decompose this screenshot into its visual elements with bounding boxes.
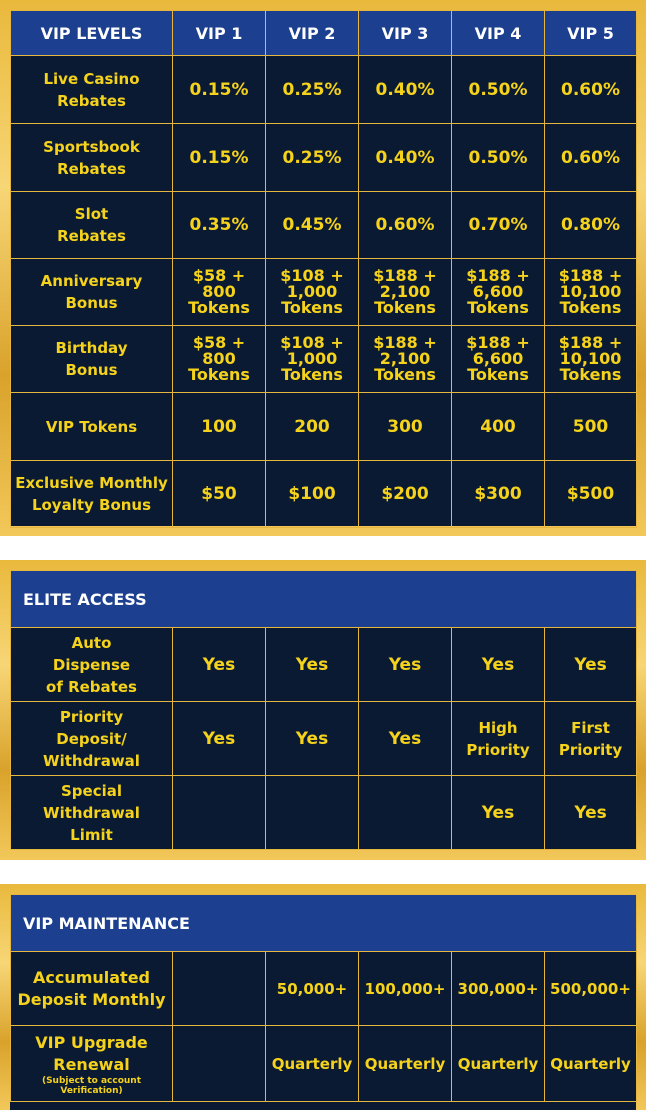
cell-token-value: $108 + 1,000 Tokens [266, 259, 359, 326]
row-label-vip-upgrade-renewal: VIP Upgrade Renewal (Subject to account Verification) [11, 1026, 173, 1102]
verification-note: (Subject to account Verification) [41, 1075, 142, 1096]
elite-access-table [10, 570, 637, 850]
table-row [11, 461, 637, 528]
cell-token-value: $188 + 10,100 Tokens [545, 259, 637, 326]
cell-value: $200 [359, 461, 452, 528]
vip-levels-table [10, 10, 637, 528]
cell-value: 500,000+ [545, 952, 637, 1026]
cell-value [359, 776, 452, 850]
header-vip-3: VIP 3 [359, 11, 452, 56]
cell-value: Quarterly [452, 1026, 545, 1102]
cell-value: Yes [452, 776, 545, 850]
cell-value: 500 [545, 393, 637, 461]
cell-value: 0.35% [173, 192, 266, 259]
header-vip-2: VIP 2 [266, 11, 359, 56]
cell-value: $50 [173, 461, 266, 528]
cell-value: 400 [452, 393, 545, 461]
header-vip-1: VIP 1 [173, 11, 266, 56]
cell-token-value: $58 + 800 Tokens [173, 259, 266, 326]
cell-value: $500 [545, 461, 637, 528]
section-title-vip-maintenance: VIP MAINTENANCE [11, 895, 637, 952]
table-row [11, 326, 637, 393]
cell-value: 300 [359, 393, 452, 461]
table-row [11, 1026, 637, 1102]
cell-token-value: $188 + 2,100 Tokens [359, 259, 452, 326]
cell-value: 0.25% [266, 56, 359, 124]
cell-value: Yes [173, 628, 266, 702]
cell-value: Yes [545, 776, 637, 850]
cell-value: Quarterly [266, 1026, 359, 1102]
cell-value: Yes [173, 702, 266, 776]
table-row [11, 393, 637, 461]
cell-value: 0.40% [359, 124, 452, 192]
cell-value: $100 [266, 461, 359, 528]
vip-maintenance-frame [10, 894, 636, 1110]
cell-value: 0.40% [359, 56, 452, 124]
cell-value: Yes [359, 702, 452, 776]
cell-value: 0.50% [452, 56, 545, 124]
cell-value: 100 [173, 393, 266, 461]
row-label-live-casino-rebates: Live Casino Rebates [11, 56, 173, 124]
cell-value: 0.15% [173, 124, 266, 192]
cell-value: 0.50% [452, 124, 545, 192]
cell-value: Yes [452, 628, 545, 702]
cell-value: 0.25% [266, 124, 359, 192]
elite-access-frame [10, 570, 636, 850]
cell-value: Yes [266, 628, 359, 702]
elite-access-panel [0, 560, 646, 860]
cell-value: 100,000+ [359, 952, 452, 1026]
cell-value: Quarterly [545, 1026, 637, 1102]
table-row [11, 56, 637, 124]
cell-value: Quarterly [359, 1026, 452, 1102]
row-label-priority-deposit-withdrawal: Priority Deposit/ Withdrawal [11, 702, 173, 776]
cell-token-value: $58 + 800 Tokens [173, 326, 266, 393]
cell-value: 200 [266, 393, 359, 461]
table-row [11, 259, 637, 326]
row-label-anniversary-bonus: Anniversary Bonus [11, 259, 173, 326]
cell-token-value: $188 + 6,600 Tokens [452, 326, 545, 393]
section-title-elite-access: ELITE ACCESS [11, 571, 637, 628]
cell-value: Yes [266, 702, 359, 776]
table-row [11, 776, 637, 850]
row-label-special-withdrawal-limit: Special Withdrawal Limit [11, 776, 173, 850]
cell-token-value: $188 + 2,100 Tokens [359, 326, 452, 393]
cell-value: 0.60% [545, 124, 637, 192]
row-label-exclusive-monthly-loyalty-bonus: Exclusive Monthly Loyalty Bonus [11, 461, 173, 528]
cell-token-value: $188 + 10,100 Tokens [545, 326, 637, 393]
table-row [11, 952, 637, 1026]
header-vip-4: VIP 4 [452, 11, 545, 56]
row-label-birthday-bonus: Birthday Bonus [11, 326, 173, 393]
row-label-vip-tokens: VIP Tokens [11, 393, 173, 461]
cell-token-value: $108 + 1,000 Tokens [266, 326, 359, 393]
cell-value: 0.70% [452, 192, 545, 259]
cell-value: 300,000+ [452, 952, 545, 1026]
vip-maintenance-panel [0, 884, 646, 1110]
table-row [11, 192, 637, 259]
vip-maintenance-table [10, 894, 637, 1102]
table-row [11, 702, 637, 776]
table-row [11, 628, 637, 702]
cell-value: First Priority [545, 702, 637, 776]
cell-value: 0.60% [545, 56, 637, 124]
cell-value [266, 776, 359, 850]
vip-levels-panel [0, 0, 646, 536]
cell-value: High Priority [452, 702, 545, 776]
cell-value [173, 776, 266, 850]
cell-value: 0.45% [266, 192, 359, 259]
cell-token-value: $188 + 6,600 Tokens [452, 259, 545, 326]
row-label-sportsbook-rebates: Sportsbook Rebates [11, 124, 173, 192]
cell-value: 50,000+ [266, 952, 359, 1026]
table-row [11, 124, 637, 192]
vip-levels-frame [10, 10, 636, 526]
cell-value [173, 1026, 266, 1102]
cell-value: Yes [545, 628, 637, 702]
cell-value: 0.80% [545, 192, 637, 259]
row-label-slot-rebates: Slot Rebates [11, 192, 173, 259]
vip-levels-header-row [11, 11, 637, 56]
row-label-accumulated-deposit-monthly: Accumulated Deposit Monthly [11, 952, 173, 1026]
cell-value: Yes [359, 628, 452, 702]
header-vip-levels: VIP LEVELS [11, 11, 173, 56]
cell-value: $300 [452, 461, 545, 528]
row-label-auto-dispense: Auto Dispense of Rebates [11, 628, 173, 702]
cell-value: 0.15% [173, 56, 266, 124]
cell-value: 0.60% [359, 192, 452, 259]
header-vip-5: VIP 5 [545, 11, 637, 56]
cell-value [173, 952, 266, 1026]
